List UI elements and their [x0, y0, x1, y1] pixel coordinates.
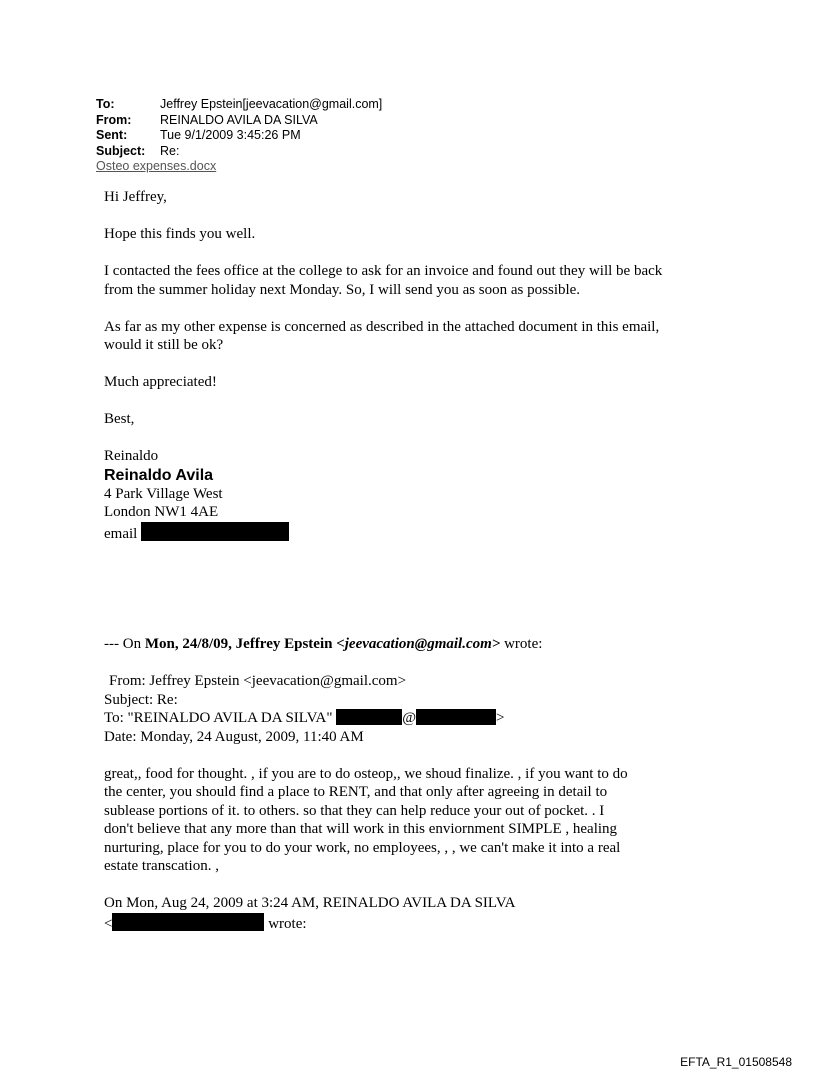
from-label: From: — [96, 112, 132, 127]
redaction-box — [416, 709, 496, 725]
quote-intro-name: Mon, 24/8/09, Jeffrey Epstein — [144, 636, 337, 652]
attachment-link[interactable]: Osteo expenses.docx — [96, 159, 217, 173]
quoted-lt: < — [104, 915, 113, 932]
redaction-box — [336, 709, 402, 725]
subject-label: Subject: — [96, 143, 146, 158]
redaction-box — [112, 913, 264, 931]
paragraph-2-line-1: I contacted the fees office at the college to ask for an invoice and found out they will be back — [104, 263, 663, 279]
quoted-wrote: wrote: — [264, 915, 307, 932]
paragraph-4: Much appreciated! — [104, 374, 217, 390]
quoted-to-suffix: > — [496, 710, 505, 726]
quote-intro-suffix: wrote: — [500, 636, 543, 652]
quoted-on-line: On Mon, Aug 24, 2009 at 3:24 AM, REINALDO AVILA DA SILVA — [104, 895, 516, 911]
quoted-subject: Subject: Re: — [104, 691, 178, 708]
quoted-wrote-line — [104, 913, 764, 934]
quoted-body-line-4: don't believe that any more than that will work in this enviornment SIMPLE , healing — [104, 821, 618, 837]
email-line — [104, 522, 764, 544]
sent-row — [96, 128, 382, 144]
sent-label: Sent: — [96, 128, 128, 142]
greeting: Hi Jeffrey, — [104, 189, 167, 205]
quoted-date: Date: Monday, 24 August, 2009, 11:40 AM — [104, 728, 364, 745]
email-body — [104, 188, 764, 933]
paragraph-3-line-2: would it still be ok? — [104, 337, 224, 353]
to-row — [96, 97, 382, 113]
quoted-to — [104, 709, 764, 728]
email-header — [96, 97, 382, 175]
subject-row — [96, 144, 382, 160]
quoted-body-line-1: great,, food for thought. , if you are to do osteop,, we shoud finalize. , if you want to do — [104, 765, 628, 782]
signature-name: Reinaldo Avila — [104, 466, 214, 484]
subject-value: Re: — [160, 143, 180, 158]
paragraph-2-line-2: from the summer holiday next Monday. So, I will send you as soon as possible. — [104, 281, 581, 298]
paragraph-3-line-1: As far as my other expense is concerned as described in the attached document in this email, — [104, 318, 660, 335]
quote-intro — [104, 635, 764, 654]
quoted-body-line-2: the center, you should find a place to RENT, and that only after agreeing in detail to — [104, 784, 608, 800]
document-id: EFTA_R1_01508548 — [680, 1055, 792, 1069]
quoted-to-at: @ — [402, 710, 417, 726]
sent-value: Tue 9/1/2009 3:45:26 PM — [160, 128, 301, 142]
to-value: Jeffrey Epstein[jeevacation@gmail.com] — [160, 97, 383, 111]
address-line-2: London NW1 4AE — [104, 504, 219, 520]
redaction-box — [141, 522, 289, 541]
quoted-from: From: Jeffrey Epstein <jeevacation@gmail.com> — [109, 673, 407, 689]
attachment-row — [96, 159, 382, 175]
paragraph-1: Hope this finds you well. — [104, 226, 256, 242]
quoted-body-line-3: sublease portions of it. to others. so that they can help reduce your out of pocket. . I — [104, 802, 605, 819]
quote-intro-prefix: --- On — [104, 636, 145, 652]
closing: Best, — [104, 411, 135, 427]
to-label: To: — [96, 97, 115, 111]
from-row — [96, 113, 382, 129]
from-value: REINALDO AVILA DA SILVA — [160, 112, 318, 127]
email-label: email — [104, 525, 138, 542]
quote-intro-email: <jeevacation@gmail.com> — [336, 636, 501, 652]
quoted-to-prefix: To: "REINALDO AVILA DA SILVA" — [104, 710, 337, 726]
quoted-body-line-6: estate transcation. , — [104, 858, 219, 874]
address-line-1: 4 Park Village West — [104, 485, 223, 502]
quoted-body-line-5: nurturing, place for you to do your work, no employees, , , we can't make it into a real — [104, 839, 621, 856]
first-name: Reinaldo — [104, 448, 159, 464]
